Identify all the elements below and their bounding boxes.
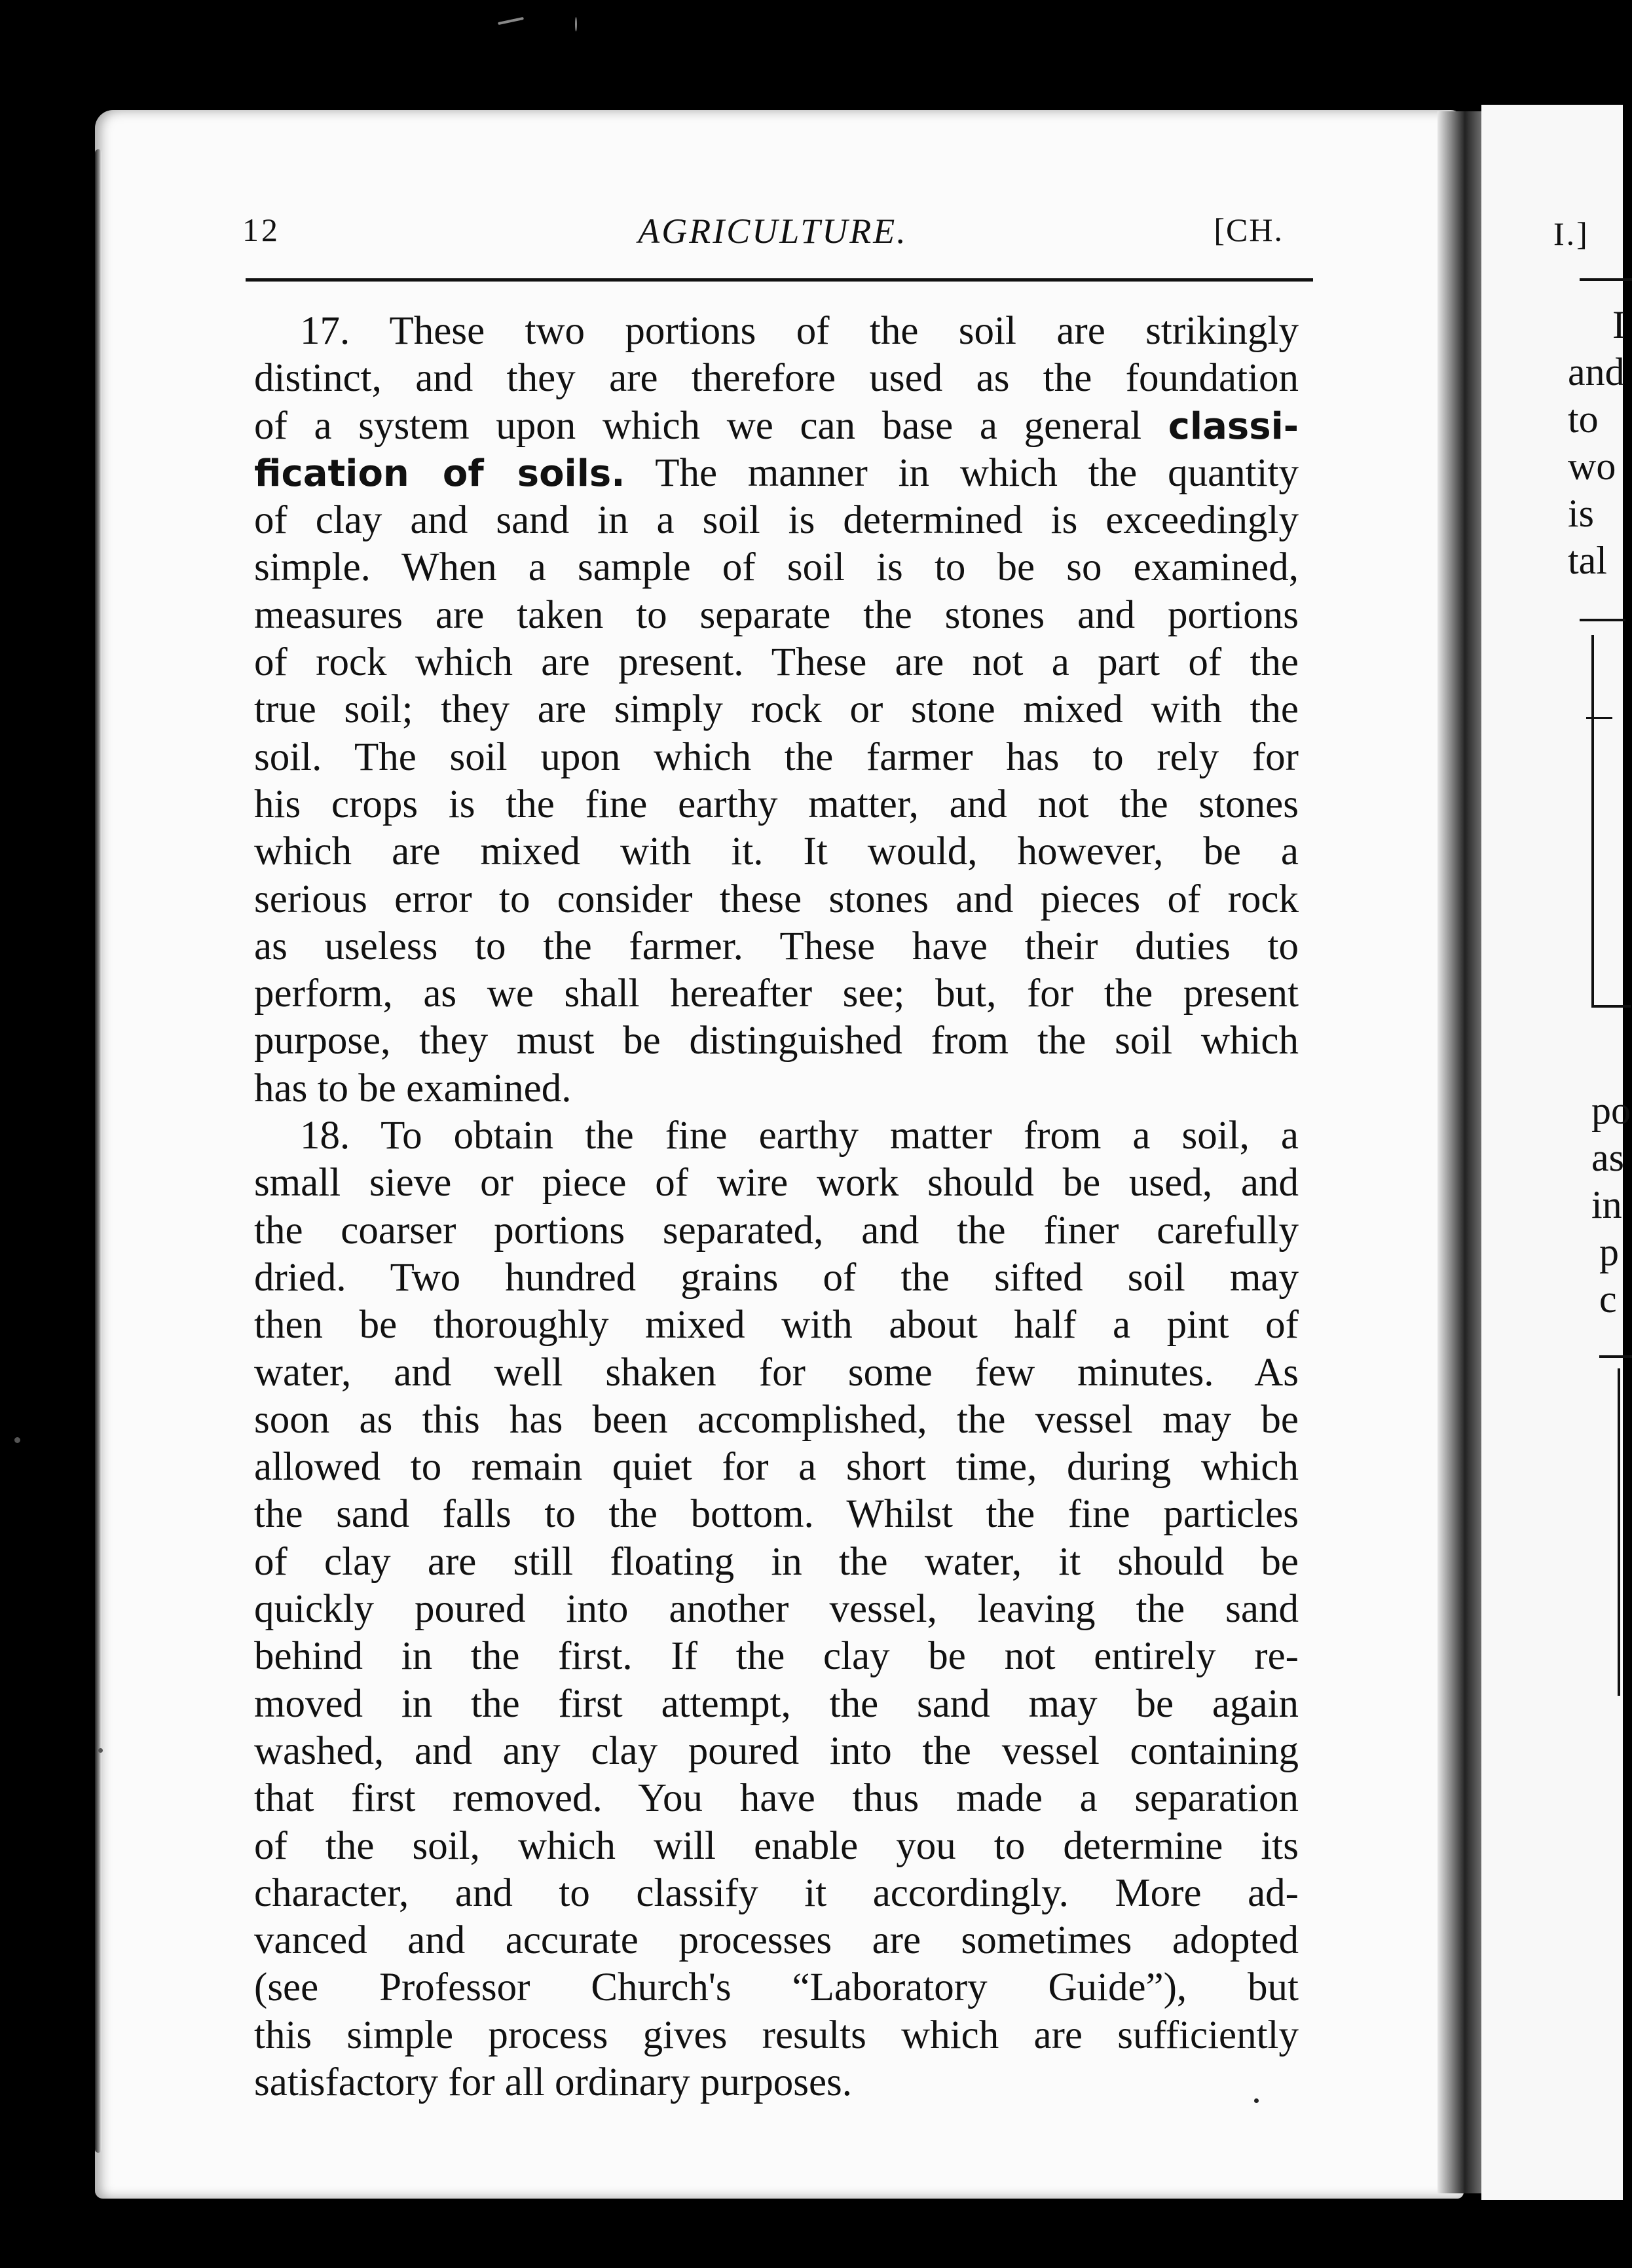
text-line: moved in the first attempt, the sand may be again — [254, 1681, 1299, 1726]
text-line: soon as this has been accomplished, the vessel may be — [254, 1397, 1299, 1442]
bold-term: fication of soils. — [254, 452, 625, 495]
text-line: small sieve or piece of wire work should be used, and — [254, 1161, 1299, 1205]
next-page-rule — [1580, 278, 1632, 281]
text-line: has to be examined. — [254, 1066, 572, 1110]
text-line: the sand falls to the bottom. Whilst the fine particles — [254, 1492, 1299, 1537]
text-line: vanced and accurate processes are sometimes adopted — [254, 1918, 1299, 1963]
text-line: washed, and any clay poured into the vessel containing — [254, 1728, 1299, 1773]
text-fragment: I — [1612, 303, 1625, 346]
text-line: then be thoroughly mixed with about half a pint of — [254, 1303, 1299, 1347]
text-line: this simple process gives results which are sufficiently — [254, 2013, 1299, 2057]
text-line: dried. Two hundred grains of the sifted soil may — [254, 1255, 1299, 1300]
text-line: that first removed. You have thus made a separation — [254, 1776, 1299, 1821]
text-fragment: wo — [1568, 445, 1616, 488]
text-fragment: and — [1568, 350, 1625, 393]
header-rule — [246, 278, 1313, 282]
text-line: perform, as we shall hereafter see; but, for the present — [254, 972, 1299, 1016]
running-title: AGRICULTURE. — [638, 211, 908, 251]
text-line: quickly poured into another vessel, leaving the sand — [254, 1587, 1299, 1632]
text-line: distinct, and they are therefore used as the foundation — [254, 356, 1299, 401]
chapter-mark: [CH. — [1214, 211, 1284, 248]
table-rule — [1580, 619, 1625, 621]
page-edge-shadow — [95, 149, 102, 2153]
text-line: of clay are still floating in the water, it should be — [254, 1539, 1299, 1584]
text-line: (see Professor Church's “Laboratory Guide”), but — [254, 1966, 1299, 2010]
table-border — [1618, 1368, 1620, 1696]
text-fragment: in — [1591, 1183, 1622, 1226]
text-line: purpose, they must be distinguished from the soil which — [254, 1019, 1299, 1063]
scan-speck — [498, 17, 524, 25]
scan-speck — [575, 17, 577, 31]
text-line: the coarser portions separated, and the finer carefully — [254, 1208, 1299, 1253]
text-line: of rock which are present. These are not a part of the — [254, 640, 1299, 685]
body-text — [254, 308, 1299, 2106]
text-line: 17. These two portions of the soil are strikingly — [300, 309, 1299, 353]
text-line: as useless to the farmer. These have their duties to — [254, 924, 1299, 968]
text-fragment: is — [1568, 492, 1595, 535]
next-page-chapter-mark: I.] — [1553, 215, 1589, 252]
text-fragment: po — [1591, 1089, 1631, 1132]
text-line: behind in the first. If the clay be not entirely re- — [254, 1634, 1299, 1679]
text-line: of clay and sand in a soil is determined is exceedingly — [254, 498, 1299, 543]
running-head — [242, 211, 1303, 263]
table-border — [1591, 635, 1594, 1005]
bold-term: classi- — [1168, 405, 1299, 448]
text-line: 18. To obtain the fine earthy matter from a soil, a — [300, 1114, 1299, 1158]
text-line: satisfactory for all ordinary purposes. — [254, 2060, 853, 2104]
text-line: which are mixed with it. It would, however, be a — [254, 830, 1299, 874]
right-page-fragment — [1481, 105, 1631, 2200]
table-rule — [1599, 1355, 1632, 1358]
text-line: water, and well shaken for some few minutes. As — [254, 1350, 1299, 1395]
scan-speck — [1254, 2098, 1259, 2103]
text-line: soil. The soil upon which the farmer has to rely for — [254, 735, 1299, 779]
text-fragment: c — [1599, 1277, 1617, 1321]
text-line: of the soil, which will enable you to determine its — [254, 1823, 1299, 1868]
text-line: his crops is the fine earthy matter, and not the stones — [254, 782, 1299, 826]
scan-speck — [98, 1748, 103, 1753]
text-fragment: p — [1599, 1230, 1619, 1273]
text-fragment: as — [1591, 1136, 1624, 1179]
line-text: of a system upon which we can base a general — [254, 403, 1142, 448]
text-fragment: tal — [1568, 539, 1607, 582]
text-line-with-emphasis — [254, 403, 1299, 450]
text-line: character, and to classify it accordingly. More ad- — [254, 1871, 1299, 1915]
text-line: simple. When a sample of soil is to be so examined, — [254, 545, 1299, 590]
text-line-with-emphasis — [254, 450, 1299, 497]
page-number: 12 — [242, 211, 280, 248]
text-line: allowed to remain quiet for a short time, during which — [254, 1445, 1299, 1490]
text-line: true soil; they are simply rock or stone mixed with the — [254, 687, 1299, 732]
text-line: serious error to consider these stones and pieces of rock — [254, 877, 1299, 921]
scan-speck — [14, 1437, 20, 1443]
text-fragment: to — [1568, 397, 1599, 441]
table-rule — [1591, 1005, 1631, 1008]
line-text: The manner in which the quantity — [655, 450, 1299, 495]
text-line: measures are taken to separate the stones and portions — [254, 593, 1299, 637]
table-dash — [1586, 717, 1612, 719]
book-gutter — [1437, 111, 1483, 2193]
